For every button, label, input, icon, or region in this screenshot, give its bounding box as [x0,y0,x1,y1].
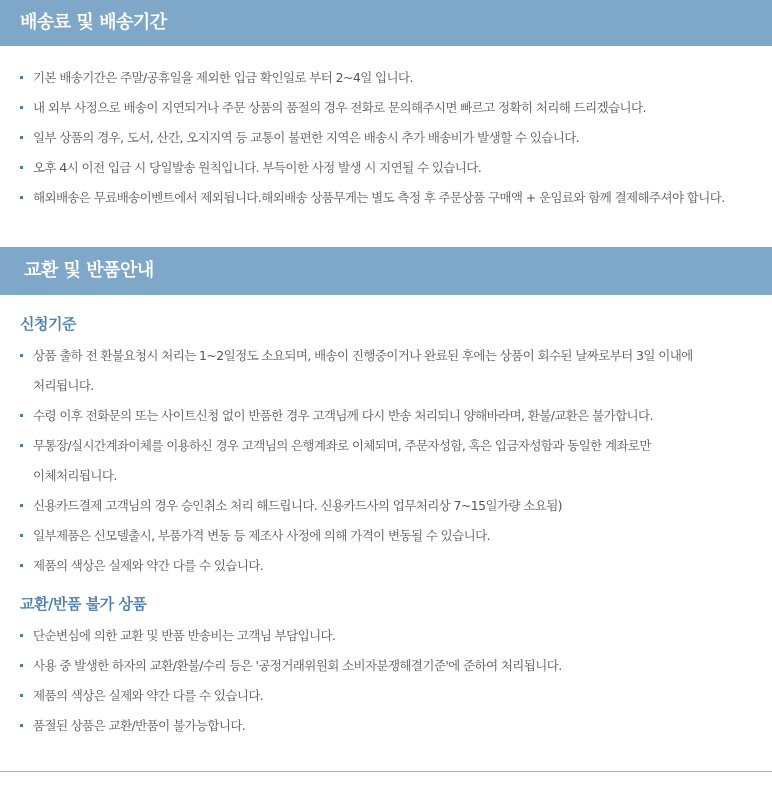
list-item: 기본 배송기간은 주말/공휴일을 제외한 입금 확인일로 부터 2~4일 입니다. [20,63,772,93]
list-item-line: 신용카드결제 고객님의 경우 승인취소 처리 해드립니다. 신용카드사의 업무처리상 7~15일가량 소요됨) [33,498,562,513]
list-item [20,621,772,651]
list-item-line: 상품 출하 전 환불요청시 처리는 1~2일정도 소요되며, 배송이 진행중이거나 완료된 후에는 상품이 회수된 날짜로부터 3일 이내에 [33,348,693,363]
list-item-line: 사용 중 발생한 하자의 교환/환불/수리 등은 '공정거래위원회 소비자분쟁해결기준'에 준하여 처리됩니다. [33,658,562,673]
list-item [20,651,772,681]
shipping-list [0,46,772,213]
shipping-section [0,0,772,213]
list-item-line: 무통장/실시간계좌이체를 이용하신 경우 고객님의 은행계좌로 이체되며, 주문자성함, 혹은 입금자성함과 동일한 계좌로만 [33,438,651,453]
list-item [20,341,772,401]
list-item-line: 제품의 색상은 실제와 약간 다를 수 있습니다. [33,688,264,703]
list-item: 오후 4시 이전 입금 시 당일발송 원칙입니다. 부득이한 사정 발생 시 지연될 수 있습니다. [20,153,772,183]
list-item-line: 일부제품은 신모델출시, 부품가격 변동 등 제조사 사정에 의해 가격이 변동될 수 있습니다. [33,528,490,543]
exchange-section [0,247,772,772]
list-item-line: 단순변심에 의한 교환 및 반품 반송비는 고객님 부담입니다. [33,628,336,643]
shipping-title: 배송료 및 배송기간 [0,0,772,46]
list-item: 내 외부 사정으로 배송이 지연되거나 주문 상품의 품절의 경우 전화로 문의해주시면 빠르고 정확히 처리해 드리겠습니다. [20,93,772,123]
criteria-list [0,341,772,581]
list-item [20,431,772,491]
unavailable-list [0,621,772,741]
list-item [20,521,772,551]
list-item-line: 처리됩니다. [33,378,94,393]
list-item-line: 품절된 상품은 교환/반품이 불가능합니다. [33,718,246,733]
list-item [20,551,772,581]
list-item [20,711,772,741]
list-item: 해외배송은 무료배송이벤트에서 제외됩니다.해외배송 상품무게는 별도 측정 후 주문상품 구매액 + 운임료와 함께 결제해주셔야 합니다. [20,183,772,213]
exchange-title: 교환 및 반품안내 [0,247,772,295]
list-item-line: 제품의 색상은 실제와 약간 다를 수 있습니다. [33,558,264,573]
criteria-heading: 신청기준 [20,315,76,333]
list-item-line: 수령 이후 전화문의 또는 사이트신청 없이 반품한 경우 고객님께 다시 반송 처리되니 양해바라며, 환불/교환은 불가합니다. [33,408,653,423]
list-item [20,681,772,711]
unavailable-heading: 교환/반품 불가 상품 [20,595,147,613]
list-item [20,491,772,521]
list-item-line: 이체처리됩니다. [33,468,117,483]
bottom-divider [0,771,772,772]
list-item: 일부 상품의 경우, 도서, 산간, 오지지역 등 교통이 불편한 지역은 배송시 추가 배송비가 발생할 수 있습니다. [20,123,772,153]
list-item [20,401,772,431]
